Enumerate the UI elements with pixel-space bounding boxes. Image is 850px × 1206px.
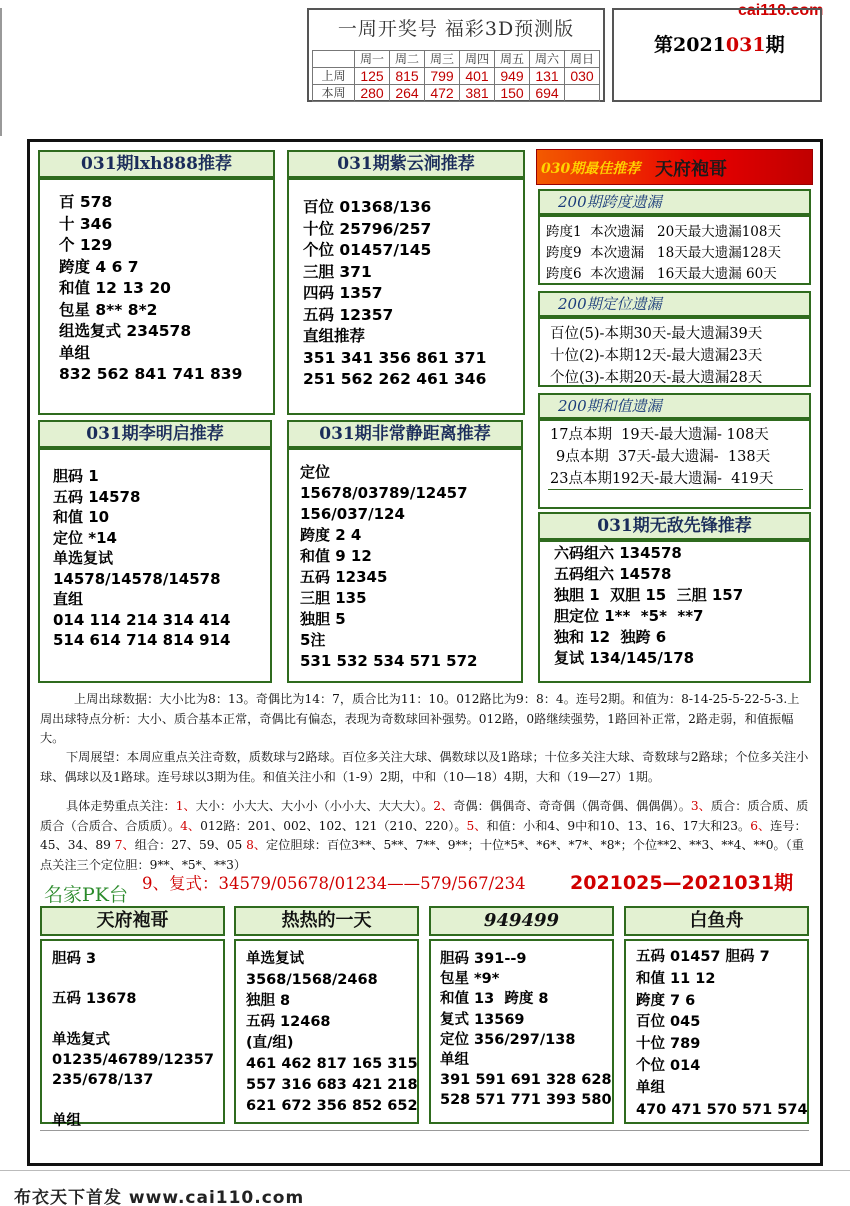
- draw-number: [565, 85, 600, 102]
- line: 十 346: [59, 214, 113, 233]
- line: 组选复式 234578: [59, 322, 192, 340]
- line: 351 341 356 861 371: [303, 348, 487, 367]
- span-missing-box: [538, 215, 811, 285]
- pk-box-rere-content: [246, 949, 418, 1117]
- draw-number: 131: [530, 68, 565, 85]
- line: 胆码 1: [53, 467, 99, 485]
- draw-number: 381: [460, 85, 495, 102]
- pos-missing-line: 百位(5)-本期30天-最大遗漏39天: [550, 326, 763, 342]
- line: 跨度 4 6 7: [59, 257, 139, 276]
- line: 514 614 714 814 914: [53, 631, 231, 649]
- line: 470 471 570 571 574: [636, 1101, 808, 1118]
- line: 胆码 391--9: [440, 951, 527, 967]
- draw-number: 280: [355, 85, 390, 102]
- line: 五码 12357: [303, 305, 394, 324]
- pk-box-949499-content: [440, 949, 612, 1111]
- item-text: 连号：45、34、89: [40, 818, 807, 852]
- line: 621 672 356 852 652: [246, 1098, 418, 1114]
- weekly-draw-grid: [312, 50, 600, 102]
- item-text: 大小：小大大、大小小（小小大、大大大）。: [195, 799, 434, 813]
- pk-box-949499: [429, 939, 614, 1124]
- line: 单选复试: [246, 951, 304, 967]
- line: 定位: [300, 463, 331, 481]
- box-feichang: [287, 448, 523, 683]
- row-label: 本周: [313, 85, 355, 102]
- line: 832 562 841 741 839: [59, 365, 243, 383]
- box-header-ziyun: 031期紫云涧推荐: [287, 150, 525, 178]
- item-text: 奇偶：偶偶奇、奇奇偶（偶奇偶、偶偶偶）。: [453, 799, 691, 813]
- line: 百位 045: [636, 1014, 701, 1031]
- box-lxh888: [38, 178, 275, 415]
- span-missing-line: 跨度6 本次遗漏 16天最大遗漏 60天: [546, 266, 777, 282]
- line: 五码 12468: [246, 1014, 331, 1030]
- draw-number: 815: [390, 68, 425, 85]
- line: 胆定位 1** *5* **7: [554, 607, 704, 625]
- sum-missing-line: 23点本期192天-最大遗漏- 419天: [550, 471, 774, 487]
- line: 3568/1568/2468: [246, 972, 378, 988]
- pk-header-rere: 热热的一天: [234, 906, 419, 936]
- day-header: 周二: [390, 51, 425, 68]
- sum-missing-box: [538, 419, 811, 509]
- site-tag[interactable]: cai110.com: [738, 2, 824, 19]
- corner-cell: [313, 51, 355, 68]
- line: 个 129: [59, 236, 113, 254]
- line: 和值 10: [53, 508, 110, 526]
- line: 和值 13 跨度 8: [440, 991, 549, 1008]
- draw-number: 264: [390, 85, 425, 102]
- box-header-feichang: 031期非常静距离推荐: [287, 420, 523, 448]
- footer-rule: [0, 1170, 850, 1171]
- box-wudi: [538, 540, 811, 683]
- sum-missing-line: 9点本期 37天-最大遗漏- 138天: [556, 449, 771, 465]
- line: 单选复试: [53, 549, 114, 567]
- box-header-limingqi: 031期李明启推荐: [38, 420, 272, 448]
- line: 461 462 817 165 315: [246, 1056, 418, 1072]
- day-header: 周五: [495, 51, 530, 68]
- weekly-draw-title: 一周开奖号 福彩3D预测版: [337, 18, 575, 40]
- day-header: 周日: [565, 51, 600, 68]
- line: 定位 *14: [53, 528, 117, 547]
- analysis-paragraph-1: 上周出球数据：大小比为8：13。奇偶比为14：7，质合比为11：10。012路比为9：8：4。连号2期。和值为：8-14-25-5-22-5-3.上周出球特点分析：大小、质合基本正常，奇偶比有偏态，表现为奇数球回补强势。012路，0路继续强势，1路回补正常，2路走弱，和值振幅大。: [40, 692, 800, 745]
- item-text: 组合：27、59、05: [134, 838, 247, 852]
- draw-number: 150: [495, 85, 530, 102]
- line: 235/678/137: [52, 1072, 154, 1089]
- span-missing-header: 200期跨度遗漏: [538, 189, 811, 215]
- line: 复式 13569: [440, 1011, 525, 1028]
- divider: [548, 489, 803, 490]
- line: 百位 01368/136: [303, 198, 432, 216]
- line: 单组: [52, 1112, 81, 1129]
- draw-number: 472: [425, 85, 460, 102]
- row-label: 上周: [313, 68, 355, 85]
- line: 直组: [53, 590, 84, 608]
- day-header: 周六: [530, 51, 565, 68]
- line: 独胆 1 双胆 15 三胆 157: [554, 586, 744, 604]
- line: 独胆 8: [246, 993, 291, 1009]
- pk-box-baiyu-content: [636, 947, 808, 1121]
- issue-prefix: 第2021: [654, 34, 726, 56]
- sum-missing-line: 17点本期 19天-最大遗漏- 108天: [550, 427, 769, 443]
- line: 14578/14578/14578: [53, 569, 221, 588]
- line: 胆码 3: [52, 951, 97, 967]
- table-row: [313, 68, 600, 85]
- pk-fushi: 9、复式：34579/05678/01234——579/567/234: [142, 874, 526, 893]
- day-header: 周一: [355, 51, 390, 68]
- day-header: 周四: [460, 51, 495, 68]
- line: 251 562 262 461 346: [303, 370, 487, 388]
- box-header-lxh888: 031期lxh888推荐: [38, 150, 275, 178]
- pk-header-baiyu: 白鱼舟: [624, 906, 809, 936]
- line: 个位 01457/145: [303, 241, 432, 259]
- span-missing-line: 跨度1 本次遗漏 20天最大遗漏108天: [546, 224, 781, 240]
- pos-missing-box: [538, 317, 811, 387]
- line: 包星 8** 8*2: [59, 300, 158, 319]
- line: [52, 1010, 214, 1030]
- item-num: 7、: [114, 838, 135, 852]
- line: 五码 01457 胆码 7: [636, 949, 770, 965]
- line: 百 578: [59, 193, 113, 211]
- footer-text[interactable]: 布衣天下首发 www.cai110.com: [14, 1188, 305, 1206]
- line: 单选复式: [52, 1031, 110, 1048]
- line: 跨度 7 6: [636, 992, 696, 1009]
- item-num: 3、: [690, 799, 711, 813]
- item-text: 质合：质合质、质质合（合质合、合质质）。: [40, 799, 809, 833]
- pk-range: 2021025—2021031期: [570, 872, 794, 894]
- line: 五码 13678: [52, 991, 137, 1008]
- item-num: 4、: [180, 818, 201, 833]
- left-rule: [0, 8, 2, 136]
- line: 和值 12 13 20: [59, 279, 171, 297]
- line: 单组: [440, 1052, 469, 1069]
- box-limingqi-content: [53, 466, 230, 651]
- line: 复试 134/145/178: [554, 649, 695, 667]
- line: [52, 969, 214, 989]
- box-ziyun-content: [303, 197, 486, 391]
- issue-suffix: 期: [765, 34, 785, 56]
- item-num: 5、: [466, 818, 487, 833]
- line: 01235/46789/12357: [52, 1052, 214, 1069]
- line: 跨度 2 4: [300, 526, 362, 544]
- line: 十位 25796/257: [303, 219, 432, 238]
- box-lxh888-content: [59, 192, 242, 386]
- table-row: [313, 85, 600, 102]
- pk-header-tianfu: 天府袍哥: [40, 906, 225, 936]
- line: 014 114 214 314 414: [53, 610, 231, 629]
- line: 独和 12 独跨 6: [554, 628, 667, 646]
- line: (直/组): [246, 1035, 294, 1051]
- pk-title: 名家PK台: [44, 884, 128, 906]
- item-num: 6、: [750, 818, 771, 833]
- line: 个位 014: [636, 1057, 701, 1074]
- line: 四码 1357: [303, 284, 383, 302]
- draw-number: 030: [565, 68, 600, 85]
- pk-box-rere: [234, 939, 419, 1124]
- line: 五码 12345: [300, 568, 388, 586]
- draw-number: 125: [355, 68, 390, 85]
- box-header-wudi: 031期无敌先锋推荐: [538, 512, 811, 540]
- line: 包星 *9*: [440, 971, 500, 988]
- table-header-row: [313, 51, 600, 68]
- line: 六码组六 134578: [554, 544, 682, 562]
- line: 单组: [636, 1079, 665, 1096]
- item-text: 012路：201、002、102、121（210、220）。: [200, 818, 467, 833]
- box-feichang-content: [300, 462, 477, 672]
- box-limingqi: [38, 448, 272, 683]
- item-num: 2、: [433, 799, 454, 813]
- pk-box-tianfu: [40, 939, 225, 1129]
- line: 和值 9 12: [300, 547, 372, 565]
- pk-box-tianfu-content: [52, 949, 214, 1131]
- item-num: 1、: [175, 799, 196, 813]
- pk-bottom-rule: [40, 1130, 809, 1131]
- weekly-draw-table: [307, 8, 605, 102]
- pos-missing-header: 200期定位遗漏: [538, 291, 811, 317]
- pos-missing-line: 个位(3)-本期20天-最大遗漏28天: [550, 370, 763, 386]
- item-num: 8、: [246, 838, 267, 852]
- line: 528 571 771 393 580: [440, 1092, 612, 1109]
- line: 531 532 534 571 572: [300, 652, 478, 670]
- analysis-paragraph-3: [40, 797, 810, 875]
- issue-number: [654, 30, 785, 57]
- issue-num: 031: [725, 34, 766, 56]
- line: [52, 1090, 214, 1110]
- day-header: 周三: [425, 51, 460, 68]
- line: 三胆 135: [300, 589, 367, 607]
- line: 五码组六 14578: [554, 565, 672, 583]
- line: 独胆 5: [300, 610, 346, 628]
- best-recommend-tag: 030期最佳推荐: [541, 161, 641, 177]
- box-ziyun: [287, 178, 525, 415]
- line: 定位 356/297/138: [440, 1031, 576, 1048]
- line: 156/037/124: [300, 505, 405, 523]
- best-recommend-header: [536, 149, 813, 185]
- span-missing-line: 跨度9 本次遗漏 18天最大遗漏128天: [546, 245, 781, 261]
- draw-number: 694: [530, 85, 565, 102]
- line: 单组: [59, 343, 91, 362]
- line: 十位 789: [636, 1036, 701, 1053]
- draw-number: 401: [460, 68, 495, 85]
- line: 557 316 683 421 218: [246, 1077, 418, 1093]
- draw-number: 949: [495, 68, 530, 85]
- pk-header-949499: 949499: [429, 906, 614, 936]
- line: 5注: [300, 631, 326, 649]
- line: 五码 14578: [53, 487, 141, 506]
- line: 直组推荐: [303, 327, 366, 345]
- line: 15678/03789/12457: [300, 484, 468, 502]
- issue-box: [612, 8, 822, 102]
- pos-missing-line: 十位(2)-本期12天-最大遗漏23天: [550, 348, 763, 364]
- line: 三胆 371: [303, 262, 372, 281]
- draw-number: 799: [425, 68, 460, 85]
- best-recommend-name: 天府袍哥: [655, 159, 727, 180]
- line: 391 591 691 328 628: [440, 1072, 612, 1089]
- line: 和值 11 12: [636, 970, 716, 987]
- sum-missing-header: 200期和值遗漏: [538, 393, 811, 419]
- box-wudi-content: [554, 543, 743, 669]
- item-text: 和值：小和4、9中和10、13、16、17大和23。: [486, 818, 751, 833]
- analysis-paragraph-2: 下周展望：本周应重点关注奇数，质数球与2路球。百位多关注大球、偶数球以及1路球；十位多关注大球、奇数球与2路球；个位多关注小球、偶球以及1路球。连号球以3期为佳。和值关注小和（1-9）2期，中和（10—18）4期，大和（19—27）1期。: [40, 750, 809, 784]
- analysis-lead: 具体走势重点关注：: [66, 799, 176, 813]
- item-text: 定位胆球：百位3**、5**、7**、9**；十位*5*、*6*、*7*、*8*；个位**2、**3、**4、**0。（重点关注三个定位胆：9**、*5*、**3）: [40, 838, 804, 872]
- pk-box-baiyu: [624, 939, 809, 1124]
